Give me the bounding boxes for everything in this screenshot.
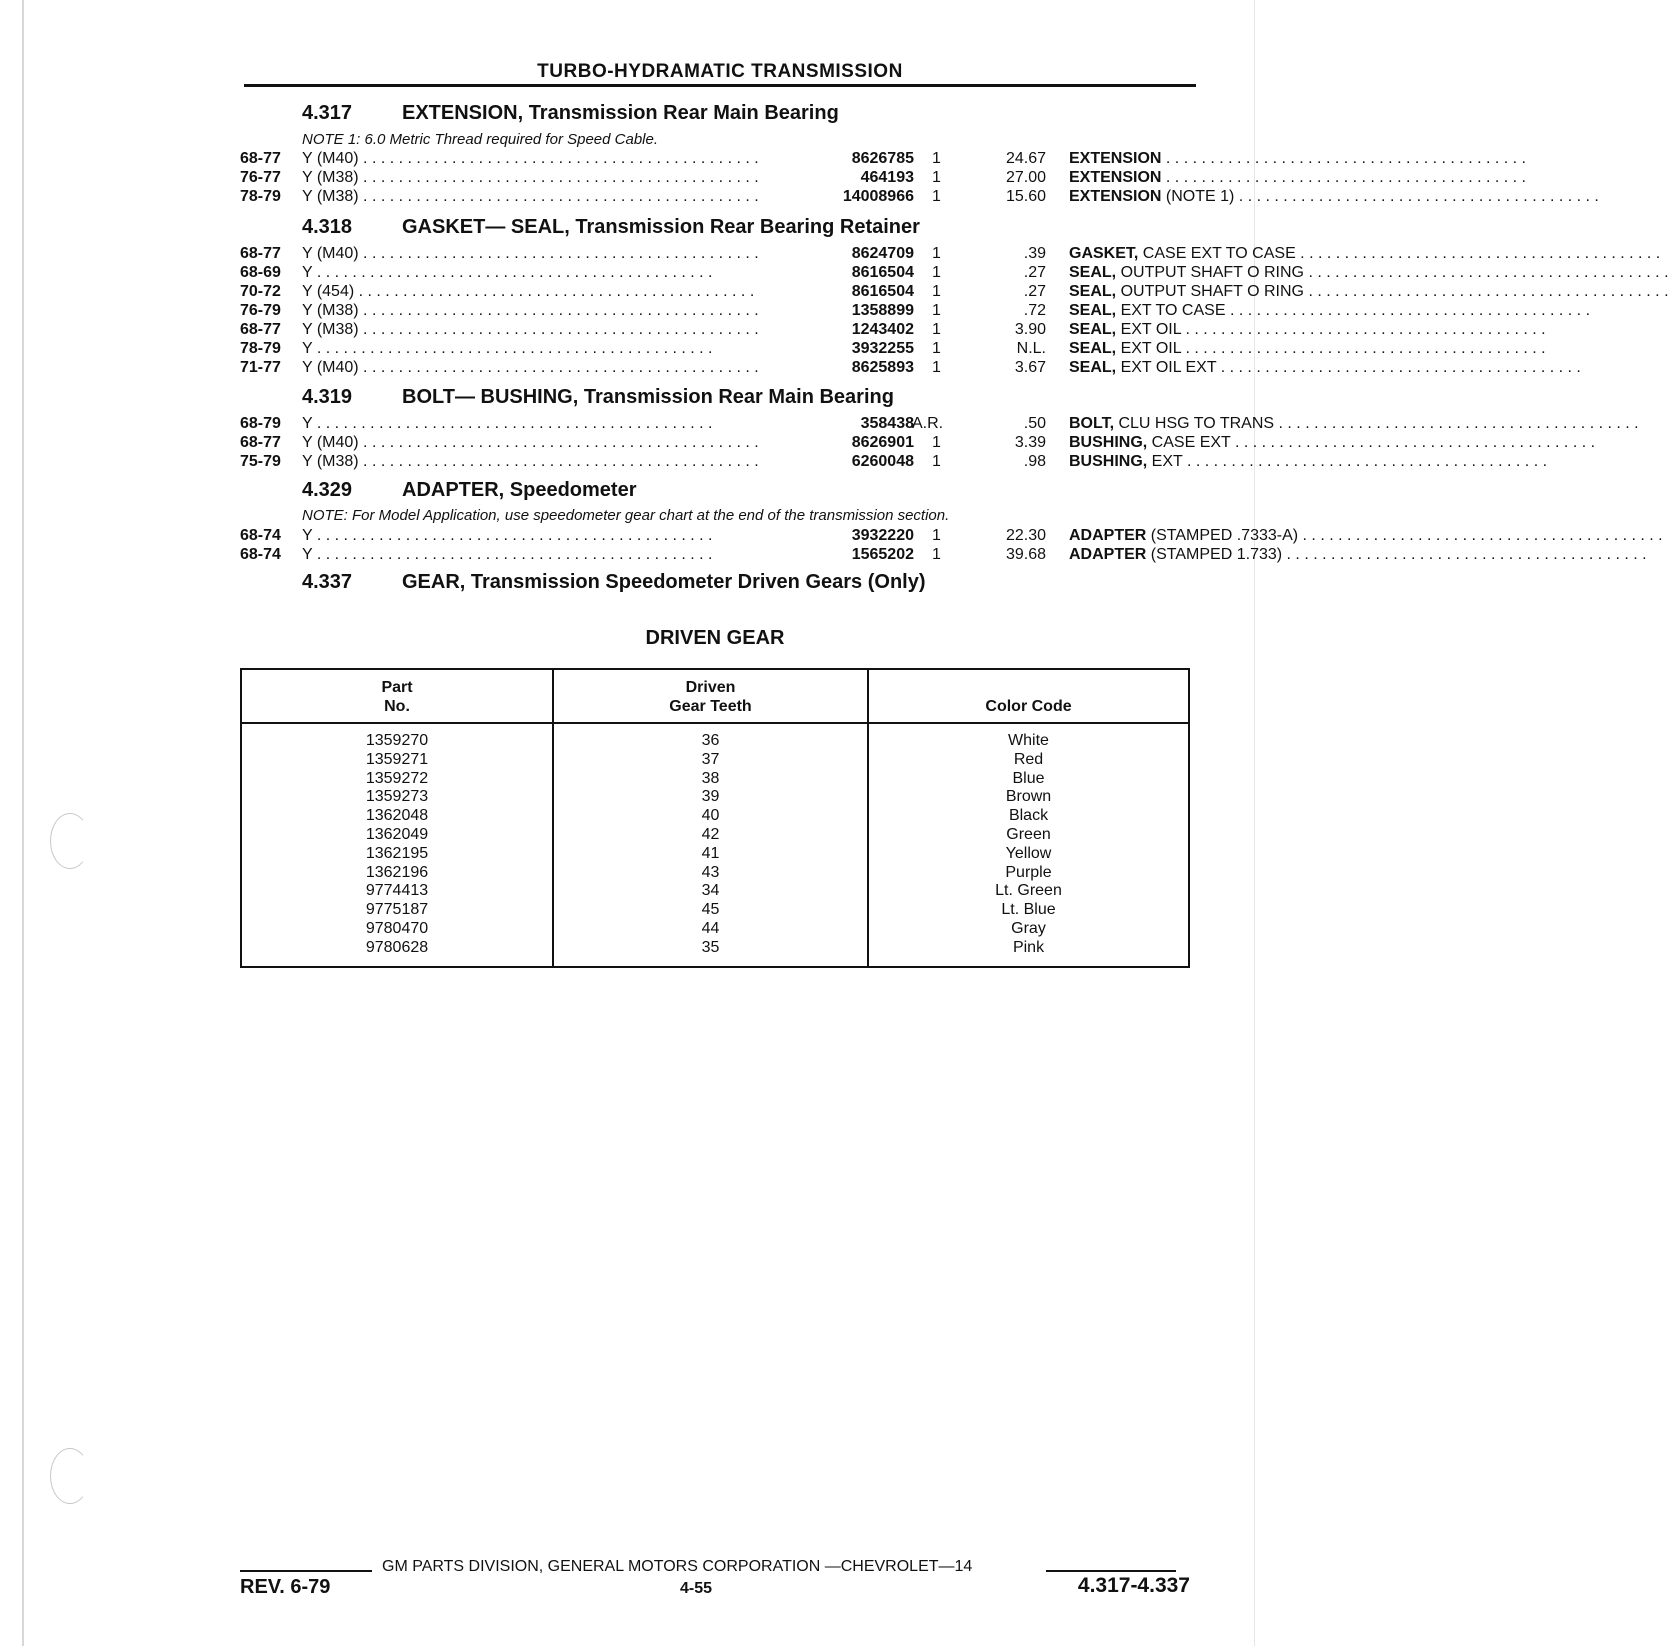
table-bottom-rule	[240, 966, 1190, 968]
section-note: NOTE 1: 6.0 Metric Thread required for Speed Cable.	[302, 131, 659, 148]
row-part-number: 3932220	[770, 526, 914, 545]
row-part-number: 8626785	[770, 149, 914, 168]
row-description	[1069, 526, 1432, 545]
row-description	[1069, 358, 1432, 377]
row-description-bold: SEAL,	[1069, 359, 1117, 376]
row-description	[1069, 282, 1432, 301]
row-part-number: 8625893	[770, 358, 914, 377]
row-quantity: 1	[932, 169, 941, 186]
row-description-rest: CASE EXT	[1147, 434, 1231, 451]
row-quantity: 1	[932, 527, 941, 544]
row-price: 3.67	[1014, 359, 1046, 376]
part-row	[240, 168, 1192, 187]
row-description-rest: EXT OIL EXT	[1116, 359, 1217, 376]
row-quantity: 1	[932, 359, 941, 376]
section-note: NOTE: For Model Application, use speedometer gear chart at the end of the transmission section.	[302, 507, 950, 524]
row-model: Y (M38) . . .	[302, 187, 812, 206]
part-row	[240, 452, 1192, 471]
table-caption: DRIVEN GEAR	[645, 627, 785, 649]
row-model: Y (M38) . . .	[302, 452, 812, 471]
driven-gear-table	[240, 668, 1190, 966]
header-part-line2: No.	[384, 698, 410, 715]
footer-page-number: 4-55	[680, 1580, 713, 1597]
row-price: .39	[1023, 245, 1046, 262]
row-description-rest: EXT OIL	[1116, 321, 1182, 338]
row-description-rest: CASE EXT TO CASE	[1138, 245, 1296, 262]
section-title: EXTENSION, Transmission Rear Main Bearing	[402, 102, 839, 124]
footer-rule	[1046, 1570, 1176, 1572]
row-price: .98	[1023, 453, 1046, 470]
row-price: .50	[1023, 415, 1046, 432]
part-row	[240, 526, 1299, 545]
row-price: .72	[1023, 302, 1046, 319]
row-model: Y (M40) . . .	[302, 433, 812, 452]
row-quantity: 1	[932, 434, 941, 451]
header-part-line1: Part	[381, 679, 413, 696]
row-description-bold: BOLT,	[1069, 415, 1115, 432]
row-description-rest: OUTPUT SHAFT O RING	[1116, 283, 1304, 300]
row-description	[1069, 545, 1432, 564]
row-description-rest: (STAMPED 1.733)	[1146, 546, 1283, 563]
row-model: Y . . .	[302, 339, 812, 358]
section-number: 4.319	[302, 386, 353, 408]
row-years: 76-79	[240, 302, 281, 319]
row-part-number: 8616504	[770, 282, 914, 301]
row-price: 39.68	[1005, 546, 1046, 563]
header-teeth-line1: Driven	[685, 679, 736, 696]
part-row	[240, 263, 1304, 282]
row-quantity: 1	[932, 453, 941, 470]
row-years: 68-69	[240, 264, 281, 281]
header-teeth-line2: Gear Teeth	[669, 698, 752, 715]
row-years: 68-77	[240, 434, 281, 451]
row-price: 3.90	[1014, 321, 1046, 338]
row-years: 78-79	[240, 188, 281, 205]
row-description-bold: EXTENSION	[1069, 150, 1162, 167]
row-price: N.L.	[1016, 340, 1046, 357]
row-description-bold: EXTENSION	[1069, 188, 1162, 205]
row-model: Y (M40) . . .	[302, 358, 812, 377]
header-rule	[244, 84, 1196, 87]
row-years: 70-72	[240, 283, 281, 300]
row-description-rest: EXT OIL	[1116, 340, 1182, 357]
table-header-rule	[242, 722, 1188, 724]
row-model: Y . . .	[302, 263, 812, 282]
row-part-number: 358438	[770, 414, 914, 433]
row-quantity: 1	[932, 245, 941, 262]
row-part-number: 1358899	[770, 301, 914, 320]
row-description	[1069, 320, 1432, 339]
row-price: 24.67	[1005, 150, 1046, 167]
page-header-title: TURBO-HYDRAMATIC TRANSMISSION	[537, 61, 903, 82]
row-model: Y (M38) . . .	[302, 320, 812, 339]
row-quantity: 1	[932, 150, 941, 167]
row-description-rest: CLU HSG TO TRANS	[1114, 415, 1275, 432]
row-description	[1069, 168, 1432, 187]
row-years: 71-77	[240, 359, 281, 376]
row-quantity: 1	[932, 283, 941, 300]
row-years: 68-77	[240, 245, 281, 262]
part-row	[240, 339, 1192, 358]
row-model: Y . . .	[302, 526, 812, 545]
section-heading	[302, 102, 839, 125]
color-code-column: White Red Blue Brown Black Green Yellow Purple Lt. Green Lt. Blue Gray Pink	[995, 732, 1062, 956]
row-part-number: 6260048	[770, 452, 914, 471]
row-quantity: 1	[932, 302, 941, 319]
section-title: ADAPTER, Speedometer	[402, 479, 637, 501]
part-row	[240, 149, 1192, 168]
row-description-bold: GASKET,	[1069, 245, 1139, 262]
row-years: 75-79	[240, 453, 281, 470]
section-heading	[302, 216, 920, 239]
section-title: GASKET— SEAL, Transmission Rear Bearing Retainer	[402, 216, 920, 238]
row-description-bold: SEAL,	[1069, 283, 1117, 300]
part-row	[240, 244, 1296, 263]
gear-teeth-column: 36 37 38 39 40 42 41 43 34 45 44 35	[701, 732, 720, 956]
row-part-number: 8626901	[770, 433, 914, 452]
page-edge-left	[22, 0, 24, 1646]
row-model: Y . . .	[302, 414, 812, 433]
section-number: 4.318	[302, 216, 353, 238]
row-description	[1069, 187, 1432, 206]
row-quantity: A.R.	[912, 415, 944, 432]
part-row	[240, 358, 1217, 377]
row-years: 68-77	[240, 321, 281, 338]
row-price: 3.39	[1014, 434, 1046, 451]
row-description-rest: (NOTE 1)	[1161, 188, 1235, 205]
row-price: 27.00	[1005, 169, 1046, 186]
row-description-bold: SEAL,	[1069, 321, 1117, 338]
row-part-number: 1565202	[770, 545, 914, 564]
footer-corporation: GM PARTS DIVISION, GENERAL MOTORS CORPORATION —CHEVROLET—14	[382, 1558, 973, 1575]
section-number: 4.317	[302, 102, 353, 124]
section-number: 4.337	[302, 571, 353, 593]
header-part-no	[242, 678, 552, 716]
row-description	[1069, 452, 1432, 471]
part-row	[240, 414, 1275, 433]
row-years: 78-79	[240, 340, 281, 357]
row-description	[1069, 433, 1432, 452]
row-description-bold: BUSHING,	[1069, 453, 1148, 470]
row-part-number: 464193	[770, 168, 914, 187]
footer-section-range: 4.317-4.337	[1077, 1574, 1190, 1597]
row-price: 22.30	[1005, 527, 1046, 544]
row-model: Y (M38) . . .	[302, 301, 812, 320]
row-part-number: 8616504	[770, 263, 914, 282]
row-description	[1069, 149, 1432, 168]
row-quantity: 1	[932, 546, 941, 563]
row-part-number: 3932255	[770, 339, 914, 358]
row-years: 68-74	[240, 546, 281, 563]
row-description-bold: SEAL,	[1069, 340, 1117, 357]
row-description	[1069, 414, 1432, 433]
row-description-bold: SEAL,	[1069, 302, 1117, 319]
row-description-rest: EXT TO CASE	[1116, 302, 1226, 319]
row-description-bold: SEAL,	[1069, 264, 1117, 281]
row-description-rest: EXT	[1147, 453, 1183, 470]
section-title: GEAR, Transmission Speedometer Driven Gears (Only)	[402, 571, 926, 593]
section-heading	[302, 571, 926, 594]
row-description-bold: ADAPTER	[1069, 527, 1147, 544]
row-part-number: 1243402	[770, 320, 914, 339]
row-description	[1069, 339, 1432, 358]
row-part-number: 14008966	[770, 187, 914, 206]
row-description	[1069, 301, 1432, 320]
part-row	[240, 301, 1226, 320]
row-price: .27	[1023, 283, 1046, 300]
part-number-column: 1359270 1359271 1359272 1359273 1362048 1362049 1362195 1362196 9774413 9775187 9780470 9780628	[365, 732, 429, 956]
row-description-rest: OUTPUT SHAFT O RING	[1116, 264, 1304, 281]
row-quantity: 1	[932, 340, 941, 357]
row-model: Y . . .	[302, 545, 812, 564]
section-heading	[302, 386, 894, 409]
row-price: .27	[1023, 264, 1046, 281]
row-quantity: 1	[932, 264, 941, 281]
row-years: 76-77	[240, 169, 281, 186]
header-color-code: Color Code	[985, 698, 1072, 715]
row-model: Y (M38) . . .	[302, 168, 812, 187]
part-row	[240, 187, 1235, 206]
row-quantity: 1	[932, 188, 941, 205]
row-quantity: 1	[932, 321, 941, 338]
row-description-bold: BUSHING,	[1069, 434, 1148, 451]
part-row	[240, 433, 1231, 452]
row-years: 68-79	[240, 415, 281, 432]
row-model: Y (454) . . .	[302, 282, 812, 301]
row-description-rest: (STAMPED .7333-A)	[1146, 527, 1299, 544]
row-description-bold: ADAPTER	[1069, 546, 1147, 563]
row-part-number: 8624709	[770, 244, 914, 263]
section-number: 4.329	[302, 479, 353, 501]
header-gear-teeth	[554, 678, 867, 716]
row-model: Y (M40) . . .	[302, 244, 812, 263]
footer-rule	[240, 1570, 372, 1572]
row-description	[1069, 244, 1432, 263]
row-description-bold: EXTENSION	[1069, 169, 1162, 186]
row-description	[1069, 263, 1432, 282]
section-heading	[302, 479, 637, 502]
part-row	[240, 320, 1192, 339]
row-price: 15.60	[1005, 188, 1046, 205]
footer-revision: REV. 6-79	[240, 1576, 331, 1598]
row-years: 68-74	[240, 527, 281, 544]
section-title: BOLT— BUSHING, Transmission Rear Main Bearing	[402, 386, 894, 408]
punch-hole-mark	[50, 813, 90, 869]
part-row	[240, 545, 1283, 564]
row-years: 68-77	[240, 150, 281, 167]
part-row	[240, 282, 1304, 301]
punch-hole-mark	[50, 1448, 90, 1504]
row-model: Y (M40) . . .	[302, 149, 812, 168]
